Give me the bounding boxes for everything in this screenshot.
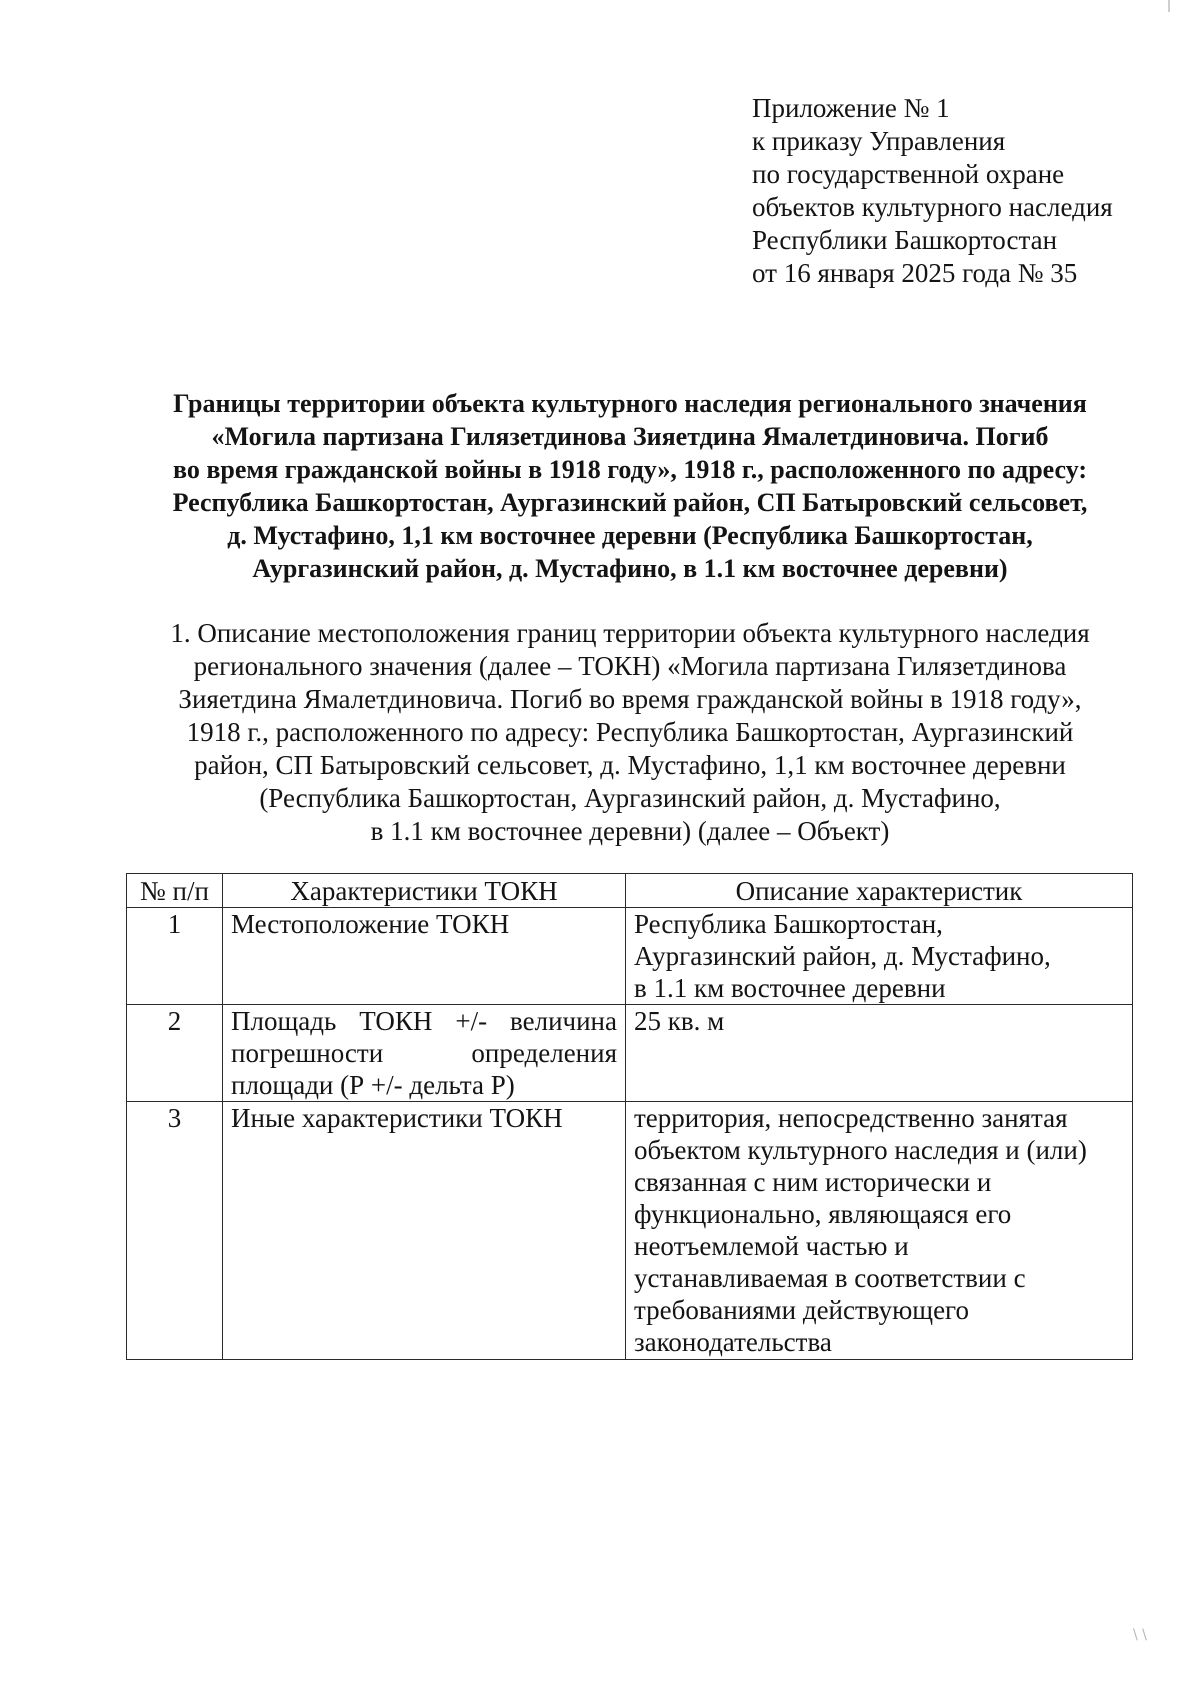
- row-characteristic: [223, 1005, 626, 1102]
- section-heading: [110, 617, 1150, 848]
- document-title: [110, 387, 1150, 585]
- section-line: регионального значения (далее – ТОКН) «Могила партизана Гилязетдинова: [193, 651, 1067, 681]
- cell-line: связанная с ним исторически и: [634, 1167, 992, 1197]
- table-row: [127, 1102, 1133, 1360]
- title-line: Границы территории объекта культурного наследия регионального значения: [173, 389, 1087, 418]
- appendix-line: по государственной охране: [752, 159, 1065, 189]
- section-line: 1918 г., расположенного по адресу: Республика Башкортостан, Аургазинский: [186, 717, 1074, 747]
- header-characteristic: Характеристики ТОКН: [223, 874, 626, 908]
- cell-line: неотъемлемой частью и: [634, 1231, 909, 1261]
- cell-line: площади (Р +/- дельта Р): [231, 1070, 515, 1100]
- row-number: 3: [127, 1102, 223, 1360]
- row-characteristic: [223, 908, 626, 1005]
- cell-line: устанавливаемая в соответствии с: [634, 1263, 1026, 1293]
- cell-line: Местоположение ТОКН: [231, 909, 510, 939]
- cell-line: территория, непосредственно занятая: [634, 1103, 1068, 1133]
- table-header-row: [127, 874, 1133, 908]
- cell-line: Аургазинский район, д. Мустафино,: [634, 941, 1051, 971]
- appendix-header: [752, 92, 1172, 290]
- cell-line: требованиями действующего: [634, 1295, 969, 1325]
- section-line: Зияетдина Ямалетдиновича. Погиб во время гражданской войны в 1918 году»,: [178, 684, 1082, 714]
- cell-line: законодательства: [634, 1327, 832, 1357]
- section-line: в 1.1 км восточнее деревни) (далее – Объект): [370, 816, 890, 846]
- row-characteristic: [223, 1102, 626, 1360]
- cell-line: Республика Башкортостан,: [634, 909, 943, 939]
- cell-line: Иные характеристики ТОКН: [231, 1103, 563, 1133]
- cell-line: 25 кв. м: [634, 1006, 725, 1036]
- section-line: район, СП Батыровский сельсовет, д. Мустафино, 1,1 км восточнее деревни: [194, 750, 1066, 780]
- row-number: 2: [127, 1005, 223, 1102]
- scan-artifact-top: [1168, 0, 1170, 12]
- appendix-line: к приказу Управления: [752, 126, 1006, 156]
- cell-line: Площадь ТОКН +/- величина: [231, 1006, 617, 1036]
- row-number: 1: [127, 908, 223, 1005]
- row-description: [626, 1005, 1133, 1102]
- appendix-line: Приложение № 1: [752, 93, 950, 123]
- cell-line: погрешности определения: [231, 1038, 617, 1068]
- table-row: [127, 1005, 1133, 1102]
- row-description: [626, 1102, 1133, 1360]
- table-row: [127, 908, 1133, 1005]
- header-description: Описание характеристик: [626, 874, 1133, 908]
- header-number: № п/п: [127, 874, 223, 908]
- title-line: во время гражданской войны в 1918 году», 1918 г., расположенного по адресу:: [172, 455, 1088, 484]
- cell-line: объектом культурного наследия и (или): [634, 1135, 1087, 1165]
- title-line: «Могила партизана Гилязетдинова Зияетдина Ямалетдиновича. Погиб: [211, 422, 1049, 451]
- scan-artifact-mark: \ \: [1133, 1627, 1147, 1643]
- section-line: (Республика Башкортостан, Аургазинский район, д. Мустафино,: [259, 783, 1001, 813]
- section-line: 1. Описание местоположения границ территории объекта культурного наследия: [170, 618, 1090, 648]
- characteristics-table: [126, 873, 1133, 1360]
- title-line: д. Мустафино, 1,1 км восточнее деревни (Республика Башкортостан,: [227, 521, 1033, 550]
- title-line: Республика Башкортостан, Аургазинский район, СП Батыровский сельсовет,: [172, 488, 1088, 517]
- appendix-line: от 16 января 2025 года № 35: [752, 258, 1078, 288]
- cell-line: функционально, являющаяся его: [634, 1199, 1012, 1229]
- cell-line: в 1.1 км восточнее деревни: [634, 973, 946, 1003]
- appendix-line: объектов культурного наследия: [752, 192, 1113, 222]
- appendix-line: Республики Башкортостан: [752, 225, 1058, 255]
- title-line: Аургазинский район, д. Мустафино, в 1.1 км восточнее деревни): [252, 554, 1008, 583]
- row-description: [626, 908, 1133, 1005]
